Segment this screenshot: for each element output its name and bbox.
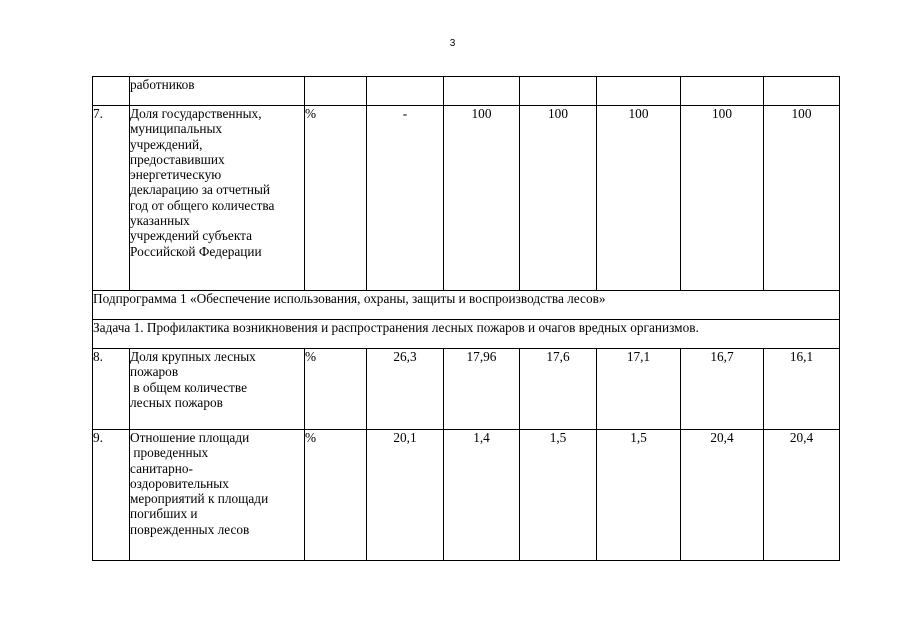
name-line: энергетическую xyxy=(130,167,222,183)
value-cell: 20,1 xyxy=(367,430,444,561)
name-line: Российской Федерации xyxy=(130,243,262,259)
name-line: муниципальных xyxy=(130,121,223,137)
value-cell: 100 xyxy=(444,106,520,291)
indicator-name-cell: работников xyxy=(130,77,305,106)
subprogram-heading: Подпрограмма 1 «Обеспечение использования, охраны, защиты и воспроизводства лесов» xyxy=(93,291,840,320)
value-cell: 16,1 xyxy=(764,349,840,430)
indicators-table xyxy=(92,76,840,561)
value-cell: 100 xyxy=(681,106,764,291)
value-cell: 1,4 xyxy=(444,430,520,561)
table-row-9 xyxy=(93,430,840,561)
value-cell: - xyxy=(367,106,444,291)
name-line: лесных пожаров xyxy=(130,394,223,410)
value-cell: 100 xyxy=(597,106,681,291)
row-number: 7. xyxy=(93,106,130,291)
name-line: Доля государственных, xyxy=(130,106,262,121)
indicator-name xyxy=(130,349,305,430)
value-cell: 16,7 xyxy=(681,349,764,430)
value-cell: 20,4 xyxy=(764,430,840,561)
row-number: 8. xyxy=(93,349,130,430)
table-row-subprogram xyxy=(93,291,840,320)
value-cell: 20,4 xyxy=(681,430,764,561)
name-line: предоставивших xyxy=(130,151,225,167)
name-line: мероприятий к площади xyxy=(130,491,269,507)
table-row-continuation xyxy=(93,77,840,106)
name-line: указанных xyxy=(130,213,190,229)
value-cell: 100 xyxy=(764,106,840,291)
name-line: оздоровительных xyxy=(130,475,229,491)
table-row-7 xyxy=(93,106,840,291)
indicator-name xyxy=(130,106,305,291)
unit-cell: % xyxy=(305,106,367,291)
unit-cell: % xyxy=(305,430,367,561)
row-number: 9. xyxy=(93,430,130,561)
value-cell: 1,5 xyxy=(597,430,681,561)
name-line: Доля крупных лесных xyxy=(130,349,256,364)
value-cell: 17,6 xyxy=(520,349,597,430)
name-line: погибших и xyxy=(130,506,198,522)
value-cell: 1,5 xyxy=(520,430,597,561)
table-row-task xyxy=(93,320,840,349)
indicator-name xyxy=(130,430,305,561)
unit-cell: % xyxy=(305,349,367,430)
num-cell xyxy=(93,77,130,106)
name-line: учреждений субъекта xyxy=(130,228,252,244)
task-heading: Задача 1. Профилактика возникновения и распространения лесных пожаров и очагов вредных организмов. xyxy=(93,320,840,349)
value-cell: 17,1 xyxy=(597,349,681,430)
value-cell: 26,3 xyxy=(367,349,444,430)
value-cell: 17,96 xyxy=(444,349,520,430)
name-line: учреждений, xyxy=(130,136,203,152)
name-line: в общем количестве xyxy=(130,379,247,395)
page-number: 3 xyxy=(449,38,456,49)
name-line: Отношение площади xyxy=(130,430,250,445)
table-row-8 xyxy=(93,349,840,430)
name-line: декларацию за отчетный xyxy=(130,182,271,198)
value-cell: 100 xyxy=(520,106,597,291)
name-line: год от общего количества xyxy=(130,197,275,213)
name-line: проведенных xyxy=(130,445,209,461)
name-line: пожаров xyxy=(130,364,179,380)
name-line: поврежденных лесов xyxy=(130,521,250,537)
name-line: санитарно- xyxy=(130,460,193,476)
